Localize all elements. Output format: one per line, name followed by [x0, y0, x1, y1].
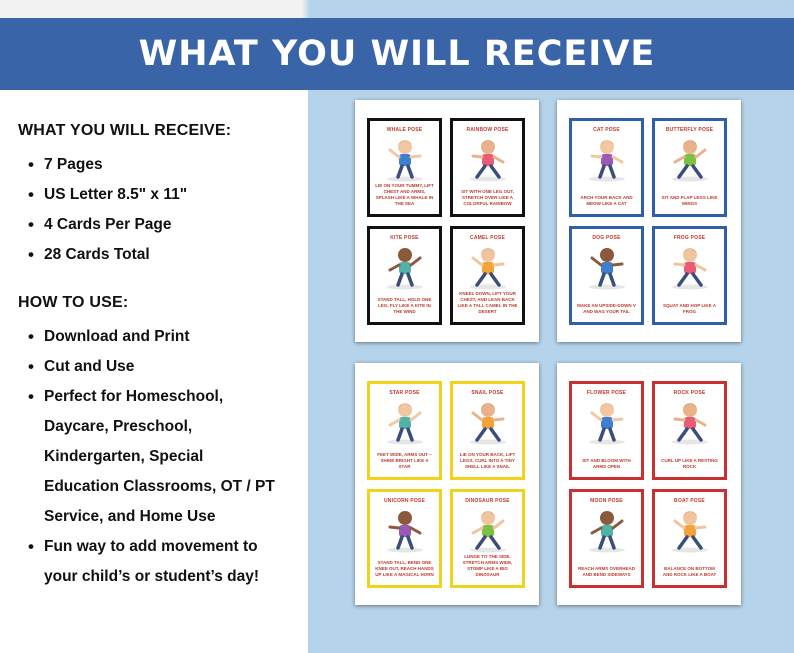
- child-illustration: [666, 399, 714, 445]
- card-title: CAMEL POSE: [470, 235, 505, 241]
- card-description: LUNGE TO THE SIDE, STRETCH ARMS WIDE, STOMP LIKE A BIG DINOSAUR: [462, 554, 513, 577]
- list-item: • Download and Print: [18, 322, 303, 352]
- card-title: UNICORN POSE: [383, 498, 426, 504]
- receive-list: [18, 150, 303, 270]
- feature-list: [18, 122, 303, 592]
- card-description: KNEEL DOWN, LIFT YOUR CHEST, AND LEAN BACK LIKE A TALL CAMEL IN THE DESERT: [457, 291, 518, 314]
- yoga-card: [367, 489, 442, 588]
- child-illustration: [583, 136, 631, 182]
- card-description: REACH ARMS OVERHEAD AND BEND SIDEWAYS: [577, 566, 636, 577]
- child-illustration: [464, 244, 512, 290]
- page-preview-4: [557, 363, 741, 605]
- list-item: • Cut and Use: [18, 352, 303, 382]
- yoga-card: [652, 381, 727, 480]
- card-description: LIE ON YOUR TUMMY, LIFT CHEST AND ARMS, SPLASH LIKE A WHALE IN THE SEA: [375, 183, 434, 206]
- child-illustration: [464, 507, 512, 553]
- card-title: FLOWER POSE: [586, 390, 627, 396]
- list-item: • US Letter 8.5" x 11": [18, 180, 303, 210]
- yoga-card: [652, 118, 727, 217]
- card-description: BALANCE ON BOTTOM AND ROCK LIKE A BOAT: [662, 566, 717, 577]
- yoga-card: [367, 381, 442, 480]
- card-title: SNAIL POSE: [471, 390, 504, 396]
- list-item: • 7 Pages: [18, 150, 303, 180]
- yoga-card: [450, 489, 525, 588]
- yoga-card: [450, 226, 525, 325]
- yoga-card: [569, 118, 644, 217]
- card-title: STAR POSE: [389, 390, 420, 396]
- card-title: MOON POSE: [590, 498, 623, 504]
- child-illustration: [583, 399, 631, 445]
- title-banner: [0, 18, 794, 90]
- yoga-card: [569, 226, 644, 325]
- card-title: KITE POSE: [390, 235, 419, 241]
- list-item: • Perfect for Homeschool,: [18, 382, 303, 412]
- card-title: BUTTERFLY POSE: [665, 127, 714, 133]
- child-illustration: [583, 244, 631, 290]
- list-item: • 28 Cards Total: [18, 240, 303, 270]
- card-title: DOG POSE: [592, 235, 621, 241]
- card-description: STAND TALL, BEND ONE KNEE OUT, REACH HANDS UP LIKE A MAGICAL HORN: [375, 560, 434, 577]
- list-item-continued: Kindergarten, Special: [44, 448, 204, 465]
- card-title: DINOSAUR POSE: [465, 498, 510, 504]
- card-description: FEET WIDE, ARMS OUT – SHINE BRIGHT LIKE A STAR: [377, 452, 432, 469]
- how-to-use-heading: HOW TO USE:: [18, 294, 129, 311]
- child-illustration: [381, 136, 429, 182]
- child-illustration: [666, 244, 714, 290]
- top-strip: [0, 0, 794, 18]
- card-title: ROCK POSE: [673, 390, 706, 396]
- yoga-card: [367, 118, 442, 217]
- yoga-card: [367, 226, 442, 325]
- child-illustration: [381, 507, 429, 553]
- card-description: SIT AND FLAP LEGS LIKE WINGS: [661, 195, 718, 206]
- page-preview-3: [355, 363, 539, 605]
- card-description: SIT WITH ONE LEG OUT, STRETCH OVER LIKE A COLORFUL RAINBOW: [461, 189, 514, 206]
- list-item-continued: Service, and Home Use: [44, 508, 216, 525]
- yoga-card: [450, 381, 525, 480]
- list-item-continued: Education Classrooms, OT / PT: [44, 478, 275, 495]
- how-to-use-list: [18, 322, 303, 592]
- card-description: SQUAT AND HOP LIKE A FROG: [662, 303, 716, 314]
- child-illustration: [583, 507, 631, 553]
- list-item: • 4 Cards Per Page: [18, 210, 303, 240]
- banner-title: WHAT YOU WILL RECEIVE: [138, 34, 656, 74]
- list-item-continued: your child’s or student’s day!: [44, 568, 260, 585]
- child-illustration: [464, 399, 512, 445]
- yoga-card: [569, 489, 644, 588]
- card-title: RAINBOW POSE: [466, 127, 509, 133]
- page-preview-2: [557, 100, 741, 342]
- card-title: WHALE POSE: [386, 127, 423, 133]
- card-description: CURL UP LIKE A RESTING ROCK: [661, 458, 718, 469]
- card-title: CAT POSE: [593, 127, 620, 133]
- receive-heading: WHAT YOU WILL RECEIVE:: [18, 122, 232, 139]
- card-description: STAND TALL, HOLD ONE LEG, FLY LIKE A KITE IN THE WIND: [377, 297, 432, 314]
- list-item: • Fun way to add movement to: [18, 532, 303, 562]
- yoga-card: [652, 489, 727, 588]
- child-illustration: [666, 507, 714, 553]
- child-illustration: [666, 136, 714, 182]
- card-title: FROG POSE: [673, 235, 706, 241]
- card-description: ARCH YOUR BACK AND MEOW LIKE A CAT: [580, 195, 633, 206]
- yoga-card: [652, 226, 727, 325]
- list-item-continued: Daycare, Preschool,: [44, 418, 193, 435]
- child-illustration: [464, 136, 512, 182]
- child-illustration: [381, 399, 429, 445]
- card-description: LIE ON YOUR BACK, LIFT LEGS, CURL INTO A TINY SHELL LIKE A SNAIL: [459, 452, 516, 469]
- child-illustration: [381, 244, 429, 290]
- yoga-card: [569, 381, 644, 480]
- card-description: MAKE AN UPSIDE-DOWN V AND WAG YOUR TAIL: [577, 303, 636, 314]
- yoga-card: [450, 118, 525, 217]
- card-description: SIT AND BLOOM WITH ARMS OPEN: [582, 458, 631, 469]
- page-preview-1: [355, 100, 539, 342]
- card-title: BOAT POSE: [674, 498, 705, 504]
